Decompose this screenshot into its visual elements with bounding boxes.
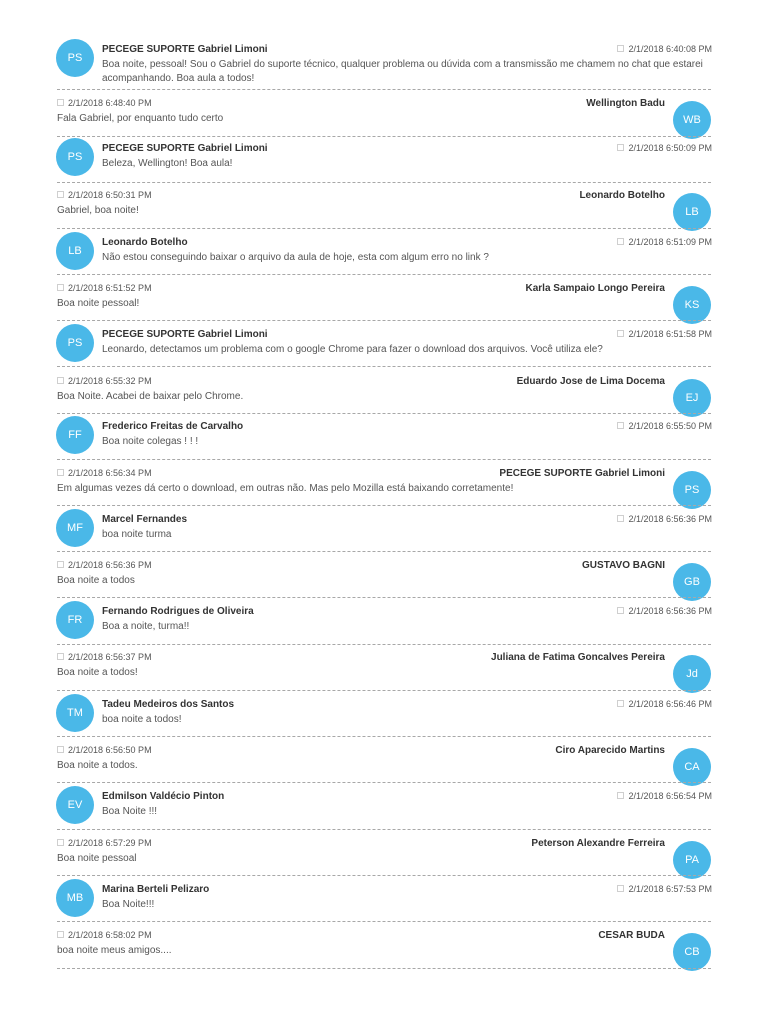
sender-name: Wellington Badu xyxy=(586,98,665,109)
clock-icon xyxy=(57,653,64,660)
avatar: MB xyxy=(56,879,94,917)
timestamp xyxy=(57,283,152,293)
sender-name: Fernando Rodrigues de Oliveira xyxy=(102,606,254,617)
message-separator xyxy=(57,551,711,552)
avatar: EV xyxy=(56,786,94,824)
clock-icon xyxy=(57,561,64,568)
avatar: PA xyxy=(673,841,711,879)
message-text: Boa noite a todos xyxy=(57,575,135,586)
message-separator xyxy=(57,89,711,90)
timestamp-text: 2/1/2018 6:56:36 PM xyxy=(628,606,712,616)
avatar: CB xyxy=(673,933,711,971)
timestamp xyxy=(617,791,712,801)
message-separator xyxy=(57,875,711,876)
timestamp-text: 2/1/2018 6:55:50 PM xyxy=(628,421,712,431)
message-separator xyxy=(57,597,711,598)
avatar: EJ xyxy=(673,379,711,417)
sender-name: Eduardo Jose de Lima Docema xyxy=(516,376,665,387)
timestamp xyxy=(57,560,152,570)
clock-icon xyxy=(617,700,624,707)
message-text: boa noite a todos! xyxy=(102,714,182,725)
sender-name: Leonardo Botelho xyxy=(579,190,665,201)
message-text: boa noite turma xyxy=(102,529,172,540)
timestamp xyxy=(617,606,712,616)
timestamp-text: 2/1/2018 6:50:31 PM xyxy=(68,190,152,200)
avatar: FR xyxy=(56,601,94,639)
clock-icon xyxy=(57,469,64,476)
sender-name: CESAR BUDA xyxy=(598,930,665,941)
message-separator xyxy=(57,459,711,460)
timestamp-text: 2/1/2018 6:40:08 PM xyxy=(628,44,712,54)
timestamp xyxy=(57,745,152,755)
avatar: MF xyxy=(56,509,94,547)
sender-name: Marcel Fernandes xyxy=(102,514,188,525)
avatar: PS xyxy=(56,138,94,176)
avatar: FF xyxy=(56,416,94,454)
message-separator xyxy=(57,736,711,737)
avatar: PS xyxy=(56,324,94,362)
sender-name: Edmilson Valdécio Pinton xyxy=(102,791,225,802)
message-separator xyxy=(57,274,711,275)
clock-icon xyxy=(57,191,64,198)
timestamp xyxy=(57,930,152,940)
message-separator xyxy=(57,228,711,229)
timestamp xyxy=(617,237,712,247)
sender-name: Frederico Freitas de Carvalho xyxy=(102,421,244,432)
message-text: Boa noite colegas ! ! ! xyxy=(102,436,199,447)
message-separator xyxy=(57,505,711,506)
sender-name: PECEGE SUPORTE Gabriel Limoni xyxy=(499,468,665,479)
sender-name: Leonardo Botelho xyxy=(102,237,188,248)
avatar: CA xyxy=(673,748,711,786)
clock-icon xyxy=(57,839,64,846)
avatar: WB xyxy=(673,101,711,139)
message-separator xyxy=(57,690,711,691)
avatar: PS xyxy=(673,471,711,509)
timestamp-text: 2/1/2018 6:51:09 PM xyxy=(628,237,712,247)
sender-name: Karla Sampaio Longo Pereira xyxy=(525,283,665,294)
avatar: TM xyxy=(56,694,94,732)
message-text: Boa noite a todos! xyxy=(57,667,138,678)
timestamp-text: 2/1/2018 6:50:09 PM xyxy=(628,143,712,153)
message-separator xyxy=(57,182,711,183)
message-text: boa noite meus amigos.... xyxy=(57,945,172,956)
sender-name: PECEGE SUPORTE Gabriel Limoni xyxy=(102,329,268,340)
clock-icon xyxy=(617,45,624,52)
sender-name: Juliana de Fatima Goncalves Pereira xyxy=(491,652,665,663)
sender-name: Ciro Aparecido Martins xyxy=(555,745,665,756)
message-text: Boa noite a todos. xyxy=(57,760,138,771)
avatar: LB xyxy=(673,193,711,231)
timestamp-text: 2/1/2018 6:56:54 PM xyxy=(628,791,712,801)
message-text: Leonardo, detectamos um problema com o google Chrome para fazer o download dos arquivos. Você utiliza ele? xyxy=(102,344,603,355)
timestamp xyxy=(57,98,152,108)
avatar: KS xyxy=(673,286,711,324)
clock-icon xyxy=(617,515,624,522)
message-separator xyxy=(57,968,711,969)
clock-icon xyxy=(57,746,64,753)
timestamp xyxy=(617,329,712,339)
timestamp-text: 2/1/2018 6:56:34 PM xyxy=(68,468,152,478)
timestamp-text: 2/1/2018 6:56:36 PM xyxy=(628,514,712,524)
message-text: Boa Noite !!! xyxy=(102,806,158,817)
sender-name: Tadeu Medeiros dos Santos xyxy=(102,699,235,710)
clock-icon xyxy=(617,144,624,151)
sender-name: Peterson Alexandre Ferreira xyxy=(531,838,665,849)
message-text: Boa noite pessoal! xyxy=(57,298,140,309)
message-text: Beleza, Wellington! Boa aula! xyxy=(102,158,233,169)
sender-name: GUSTAVO BAGNI xyxy=(582,560,665,571)
avatar: Jd xyxy=(673,655,711,693)
message-separator xyxy=(57,136,711,137)
avatar: PS xyxy=(56,39,94,77)
timestamp-text: 2/1/2018 6:56:36 PM xyxy=(68,560,152,570)
message-separator xyxy=(57,644,711,645)
timestamp xyxy=(617,44,712,54)
message-text: Boa a noite, turma!! xyxy=(102,621,190,632)
clock-icon xyxy=(57,931,64,938)
message-text: Boa noite, pessoal! Sou o Gabriel do suporte técnico, qualquer problema ou dúvida com a transmissão me chamem no chat que estarei acompanhando. Boa aula a todos! xyxy=(102,59,703,84)
avatar: GB xyxy=(673,563,711,601)
message-text: Em algumas vezes dá certo o download, em outras não. Mas pelo Mozilla está baixando corretamente! xyxy=(57,483,514,494)
timestamp-text: 2/1/2018 6:57:29 PM xyxy=(68,838,152,848)
message-text: Não estou conseguindo baixar o arquivo da aula de hoje, esta com algum erro no link ? xyxy=(102,252,489,263)
timestamp xyxy=(617,699,712,709)
clock-icon xyxy=(617,885,624,892)
avatar: LB xyxy=(56,232,94,270)
timestamp xyxy=(617,884,712,894)
timestamp xyxy=(57,190,152,200)
timestamp xyxy=(57,468,152,478)
timestamp xyxy=(617,143,712,153)
timestamp-text: 2/1/2018 6:56:50 PM xyxy=(68,745,152,755)
timestamp-text: 2/1/2018 6:51:52 PM xyxy=(68,283,152,293)
message-separator xyxy=(57,366,711,367)
timestamp-text: 2/1/2018 6:56:37 PM xyxy=(68,652,152,662)
timestamp-text: 2/1/2018 6:56:46 PM xyxy=(628,699,712,709)
clock-icon xyxy=(57,284,64,291)
sender-name: PECEGE SUPORTE Gabriel Limoni xyxy=(102,44,268,55)
clock-icon xyxy=(57,99,64,106)
timestamp xyxy=(57,652,152,662)
timestamp-text: 2/1/2018 6:48:40 PM xyxy=(68,98,152,108)
message-text: Boa Noite!!! xyxy=(102,899,155,910)
timestamp xyxy=(617,421,712,431)
message-text: Boa Noite. Acabei de baixar pelo Chrome. xyxy=(57,391,244,402)
clock-icon xyxy=(617,330,624,337)
timestamp-text: 2/1/2018 6:51:58 PM xyxy=(628,329,712,339)
message-text: Gabriel, boa noite! xyxy=(57,205,139,216)
message-separator xyxy=(57,782,711,783)
clock-icon xyxy=(617,792,624,799)
message-separator xyxy=(57,829,711,830)
sender-name: PECEGE SUPORTE Gabriel Limoni xyxy=(102,143,268,154)
message-separator xyxy=(57,921,711,922)
timestamp xyxy=(617,514,712,524)
clock-icon xyxy=(617,422,624,429)
clock-icon xyxy=(617,238,624,245)
clock-icon xyxy=(617,607,624,614)
timestamp-text: 2/1/2018 6:57:53 PM xyxy=(628,884,712,894)
sender-name: Marina Berteli Pelizaro xyxy=(102,884,210,895)
message-text: Boa noite pessoal xyxy=(57,853,137,864)
message-text: Fala Gabriel, por enquanto tudo certo xyxy=(57,113,224,124)
clock-icon xyxy=(57,377,64,384)
message-separator xyxy=(57,413,711,414)
timestamp-text: 2/1/2018 6:58:02 PM xyxy=(68,930,152,940)
timestamp-text: 2/1/2018 6:55:32 PM xyxy=(68,376,152,386)
message-separator xyxy=(57,320,711,321)
timestamp xyxy=(57,838,152,848)
timestamp xyxy=(57,376,152,386)
